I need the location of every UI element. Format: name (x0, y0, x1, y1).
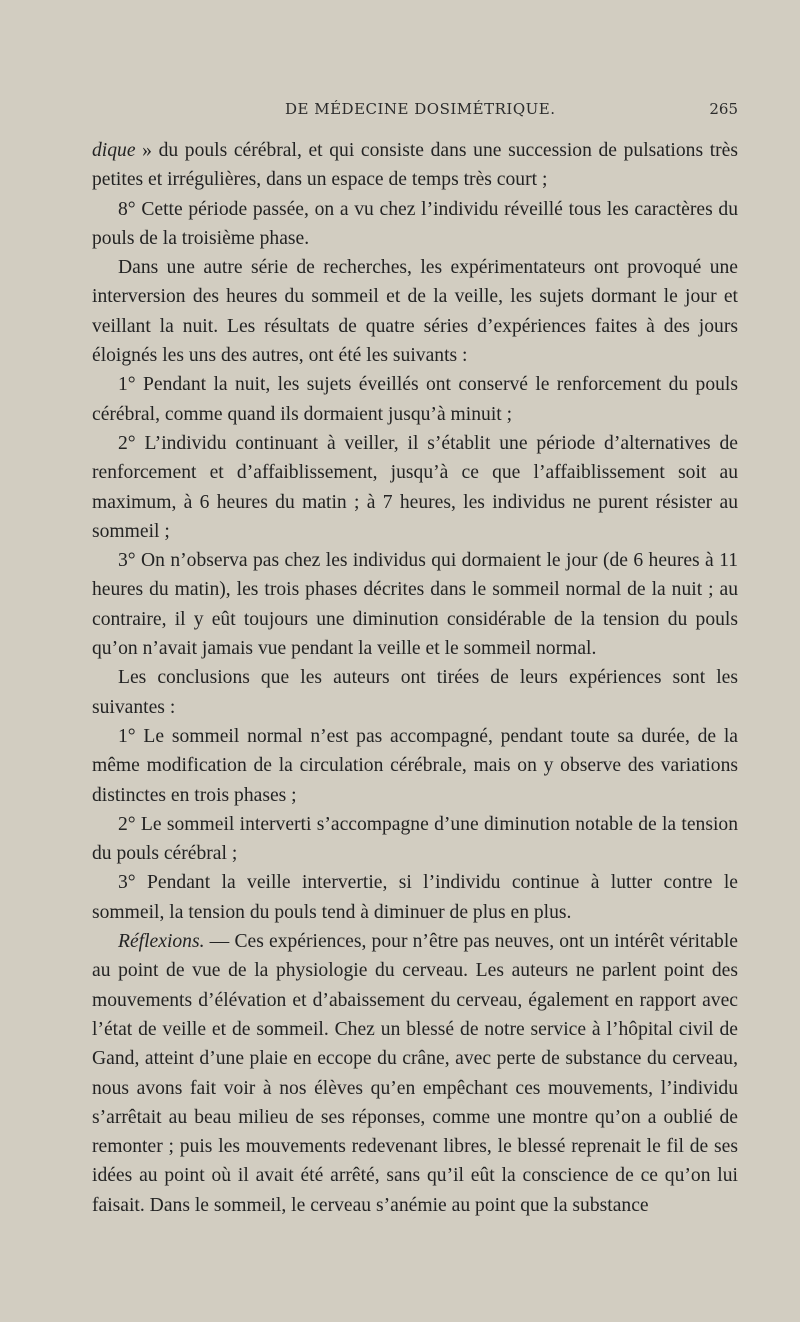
paragraph-5: 2° L’individu continuant à veiller, il s’établit une période d’alternatives de renforcement et d’affaiblissement, jusqu’à ce que l’affaiblissement soit au maximum, à 6 heures du matin ; à 7 heures, les individus ne purent résister au sommeil ; (92, 432, 738, 542)
paragraph-6: 3° On n’observa pas chez les individus qui dormaient le jour (de 6 heures à 11 heures du matin), les trois phases décrites dans le sommeil normal de la nuit ; au contraire, il y eût toujours une diminution considérable de la tension du pouls qu’on n’avait jamais vue pendant la veille et le sommeil normal. (92, 550, 738, 660)
paragraph-1 (92, 136, 738, 195)
paragraph-4: 1° Pendant la nuit, les sujets éveillés ont conservé le renforcement du pouls cérébral, comme quand ils dormaient jusqu’à minuit ; (92, 374, 738, 425)
paragraph-11-text: — Ces expériences, pour n’être pas neuves, ont un intérêt véritable au point de vue de la physiologie du cerveau. Les auteurs ne parlent point des mouvements d’élévation et d’abaissement du cerveau, également en rapport avec l’état de veille et de sommeil. Chez un blessé de notre service à l’hôpital civil de Gand, atteint d’une plaie en eccope du crâne, avec perte de substance du cerveau, nous avons fait voir à nos élèves qu’en empêchant ces mouvements, l’individu s’arrêtait au beau milieu de ses réponses, comme une montre qu’on a oublié de remonter ; puis les mouvements redevenant libres, le blessé reprenait le fil de ses idées au point où il avait été arrêté, sans qu’il eût la conscience de ce qu’on lui faisait. Dans le sommeil, le cerveau s’anémie au point que la substance (92, 931, 738, 1216)
paragraph-11 (92, 927, 738, 1220)
paragraph-9: 2° Le sommeil interverti s’accompagne d’une diminution notable de la tension du pouls cérébral ; (92, 813, 738, 865)
paragraph-1-italic: dique (92, 140, 136, 161)
body-text (92, 136, 738, 1220)
paragraph-2: 8° Cette période passée, on a vu chez l’individu réveillé tous les caractères du pouls de la troisième phase. (92, 198, 738, 249)
running-title: DE MÉDECINE DOSIMÉTRIQUE. (285, 100, 556, 118)
paragraph-8: 1° Le sommeil normal n’est pas accompagné, pendant toute sa durée, de la même modification de la circulation cérébrale, mais on y observe des variations distinctes en trois phases ; (92, 725, 738, 806)
paragraph-7: Les conclusions que les auteurs ont tirées de leurs expériences sont les suivantes : (92, 667, 738, 718)
paragraph-1-text: » du pouls cérébral, et qui consiste dans une succession de pulsations très petites et irrégulières, dans un espace de temps très court ; (92, 140, 738, 191)
paragraph-3: Dans une autre série de recherches, les expérimentateurs ont provoqué une interversion des heures du sommeil et de la veille, les sujets dormant le jour et veillant la nuit. Les résultats de quatre séries d’expériences faites à des jours éloignés les uns des autres, ont été les suivants : (92, 257, 738, 367)
paragraph-10: 3° Pendant la veille intervertie, si l’individu continue à lutter contre le sommeil, la tension du pouls tend à diminuer de plus en plus. (92, 872, 738, 923)
page-number: 265 (709, 100, 738, 118)
paragraph-11-italic: Réflexions. (118, 931, 205, 953)
page-header (90, 100, 738, 126)
